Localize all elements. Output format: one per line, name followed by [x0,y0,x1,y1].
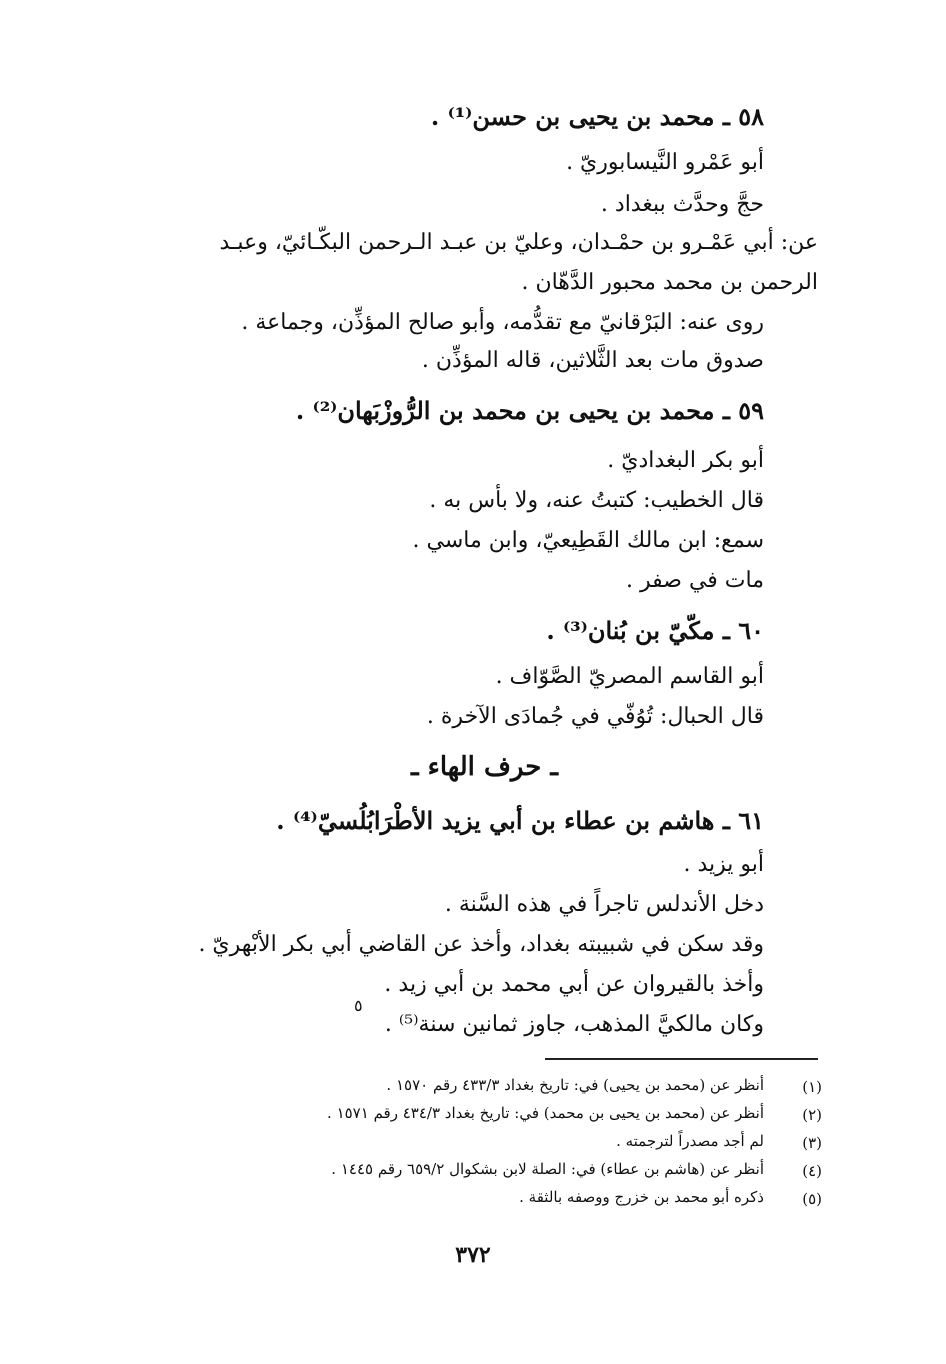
entry-59-line: مات في صفر . [626,568,764,593]
entry-61-line: وكان مالكيَّ المذهب، جاوز ثمانين سنة⁽⁵⁾ . [384,1012,764,1037]
footnote-number: (٣) [802,1134,822,1152]
entry-58-line: عن: أبي عَمْـرو بن حمْـدان، وعليّ بن عبـد الـرحمن البكّـائيّ، وعبـد [219,230,818,255]
footnote-text: ذكره أبو محمد بن خزرج ووصفه بالثقة . [519,1188,764,1206]
entry-61-kunya: أبو يزيد . [683,852,764,877]
footnote-divider [545,1058,818,1060]
page-number: ٣٧٢ [455,1242,491,1268]
footnote-text: أنظر عن (محمد بن يحيى بن محمد) في: تاريخ بغداد ٤٣٤/٣ رقم ١٥٧١ . [327,1104,764,1122]
footnote-text: لم أجد مصدراً لترجمته . [616,1132,764,1150]
entry-58-line: حجَّ وحدَّث ببغداد . [600,192,764,217]
entry-60-kunya: أبو القاسم المصريّ الصَّوّاف . [495,664,764,689]
footnote-number: (٤) [802,1162,822,1180]
margin-number: ٥ [354,996,363,1015]
footnote-number: (١) [802,1078,822,1096]
entry-60-heading: ٦٠ ـ مكّيّ بن بُنان⁽³⁾ . [546,616,764,645]
entry-61-line: وقد سكن في شبيبته بغداد، وأخذ عن القاضي أبي بكر الأبْهريّ . [198,932,764,957]
entry-58-line: الرحمن بن محمد محبور الدَّهّان . [521,270,818,295]
entry-59-line: سمع: ابن مالك القَطِيعيّ، وابن ماسي . [412,528,764,553]
entry-59-line: قال الخطيب: كتبتُ عنه، ولا بأس به . [429,488,764,513]
footnote-text: أنظر عن (محمد بن يحيى) في: تاريخ بغداد ٤٣٣/٣ رقم ١٥٧٠ . [386,1076,764,1094]
entry-58-line: صدوق مات بعد الثَّلاثين، قاله المؤذِّن . [421,348,764,373]
entry-59-kunya: أبو بكر البغداديّ . [607,448,764,473]
entry-58-heading: ٥٨ ـ محمد بن يحيى بن حسن⁽¹⁾ . [430,102,764,131]
entry-61-line: دخل الأندلس تاجراً في هذه السَّنة . [444,892,764,917]
footnote-text: أنظر عن (هاشم بن عطاء) في: الصلة لابن بشكوال ٦٥٩/٢ رقم ١٤٤٥ . [331,1160,764,1178]
entry-61-line: وأخذ بالقيروان عن أبي محمد بن أبي زيد . [384,972,764,997]
entry-60-line: قال الحبال: تُوُفّي في جُمادَى الآخرة . [426,704,764,729]
entry-59-heading: ٥٩ ـ محمد بن يحيى بن محمد بن الرُّوزْبَهان⁽²⁾ . [295,396,764,425]
entry-58-kunya: أبو عَمْرو النَّيسابوريّ . [566,150,764,175]
section-title-haa: ـ حرف الهاء ـ [410,752,558,782]
entry-58-line: روى عنه: البَرْقانيّ مع تقدُّمه، وأبو صالح المؤذِّن، وجماعة . [241,310,764,335]
footnote-number: (٢) [802,1106,822,1124]
entry-61-heading: ٦١ ـ هاشم بن عطاء بن أبي يزيد الأطْرَابُلُسيّ⁽⁴⁾ . [276,806,764,835]
footnote-number: (٥) [802,1190,822,1208]
